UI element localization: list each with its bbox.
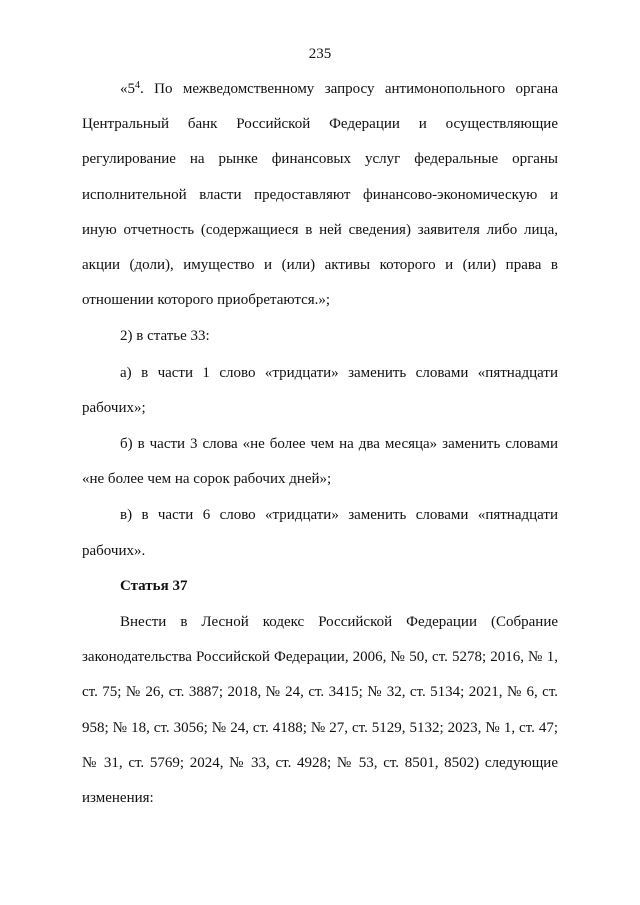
paragraph-article-33: 2) в статье 33:	[120, 328, 210, 345]
paragraph-item-v: в) в части 6 слово «тридцати» заменить словами «пятнадцати рабочих».	[82, 507, 558, 559]
page-number: 235	[308, 46, 332, 62]
paragraph-item-b: б) в части 3 слова «не более чем на два месяца» заменить словами «не более чем на сорок рабочих дней»;	[82, 436, 558, 488]
paragraph-text: . По межведомственному запросу антимонопольного органа Центральный банк Российской Федерации и осуществляющие регулирование на рынке финансовых услуг федеральные органы исполнительной власти предоставляют финансово-экономическую и иную отчетность (содержащиеся в ней сведения) заявителя либо лица, акции (доли), имущество и (или) активы которого и (или) права в отношении которого приобретаются.»;	[82, 81, 558, 309]
paragraph-number-base: «5	[120, 81, 135, 97]
paragraph-5-4	[82, 72, 558, 318]
paragraph-item-a: а) в части 1 слово «тридцати» заменить словами «пятнадцати рабочих»;	[82, 364, 558, 416]
paragraph-forest-code: Внести в Лесной кодекс Российской Федерации (Собрание законодательства Российской Федерации, 2006, № 50, ст. 5278; 2016, № 1, ст. 75; № 26, ст. 3887; 2018, № 24, ст. 3415; № 32, ст. 5134; 2021, № 6, ст. 958; № 18, ст. 3056; № 24, ст. 4188; № 27, ст. 5129, 5132; 2023, № 1, ст. 47; № 31, ст. 5769; 2024, № 33, ст. 4928; № 53, ст. 8501, 8502) следующие изменения:	[82, 614, 558, 807]
paragraph-number-superscript: 4	[135, 80, 140, 91]
document-body	[82, 72, 558, 816]
article-heading: Статья 37	[120, 577, 188, 594]
paragraph-number	[120, 81, 140, 97]
